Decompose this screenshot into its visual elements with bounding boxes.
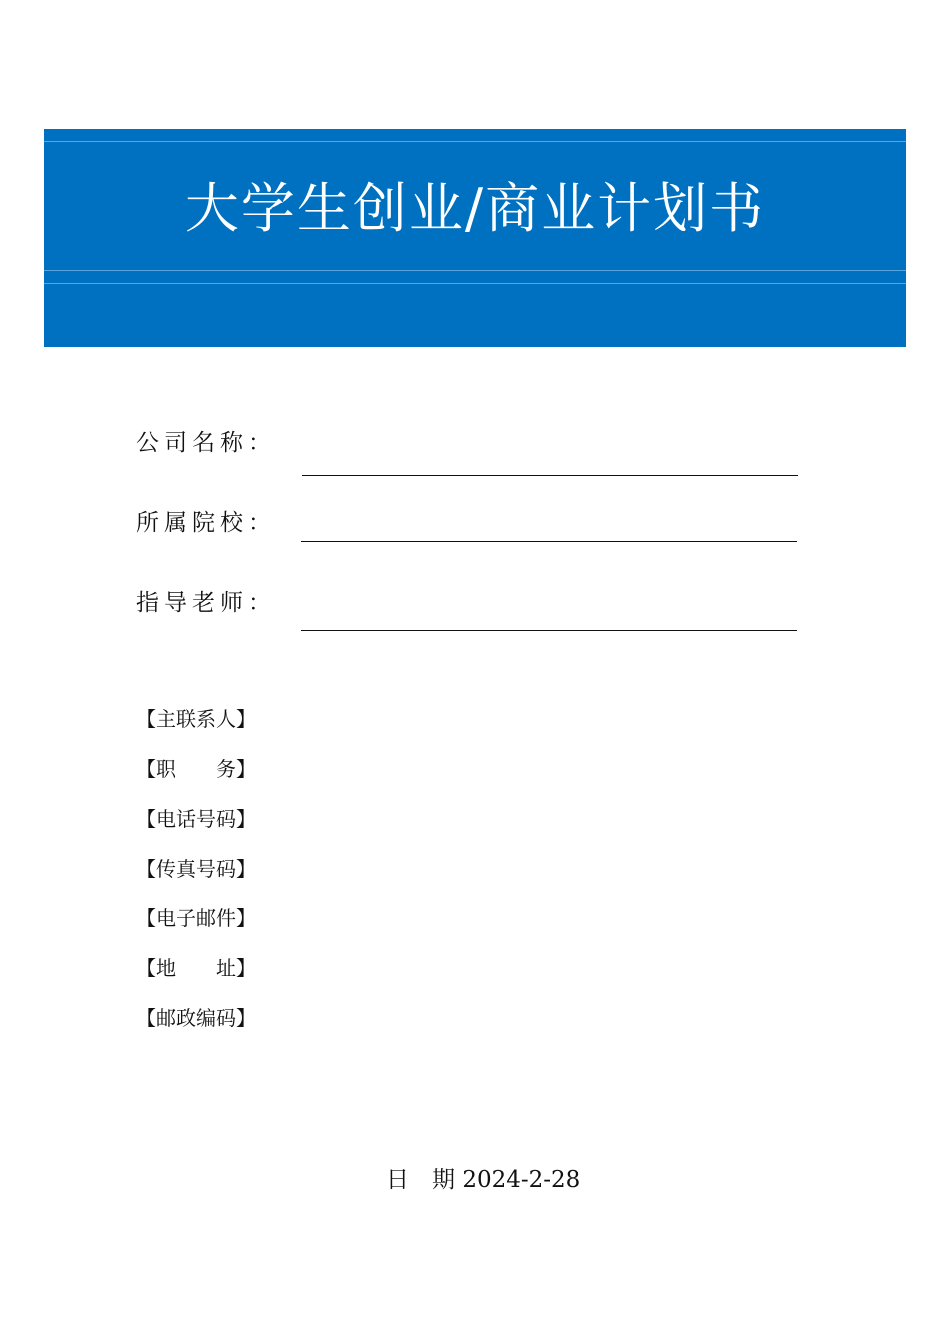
- address-label: 【地 址】: [136, 956, 256, 980]
- position-label: 【职 务】: [136, 757, 256, 781]
- advisor-label: 指导老师：: [136, 590, 276, 616]
- title-banner: [44, 129, 906, 347]
- email-label: 【电子邮件】: [136, 906, 256, 930]
- advisor-field[interactable]: [301, 630, 797, 631]
- school-field[interactable]: [301, 541, 797, 542]
- fax-number-label: 【传真号码】: [136, 857, 256, 881]
- date-row: [386, 1165, 580, 1195]
- date-value: 2024-2-28: [462, 1167, 581, 1193]
- banner-divider-top: [44, 141, 906, 142]
- company-name-label: 公司名称：: [136, 430, 276, 456]
- school-label: 所属院校：: [136, 510, 276, 536]
- contact-person-label: 【主联系人】: [136, 707, 256, 731]
- phone-number-label: 【电话号码】: [136, 807, 256, 831]
- document-title: 大学生创业/商业计划书: [184, 177, 766, 240]
- banner-divider-middle: [44, 270, 906, 271]
- date-label: 日 期: [386, 1167, 455, 1193]
- company-name-field[interactable]: [302, 475, 798, 476]
- postal-code-label: 【邮政编码】: [136, 1006, 256, 1030]
- banner-divider-bottom: [44, 283, 906, 284]
